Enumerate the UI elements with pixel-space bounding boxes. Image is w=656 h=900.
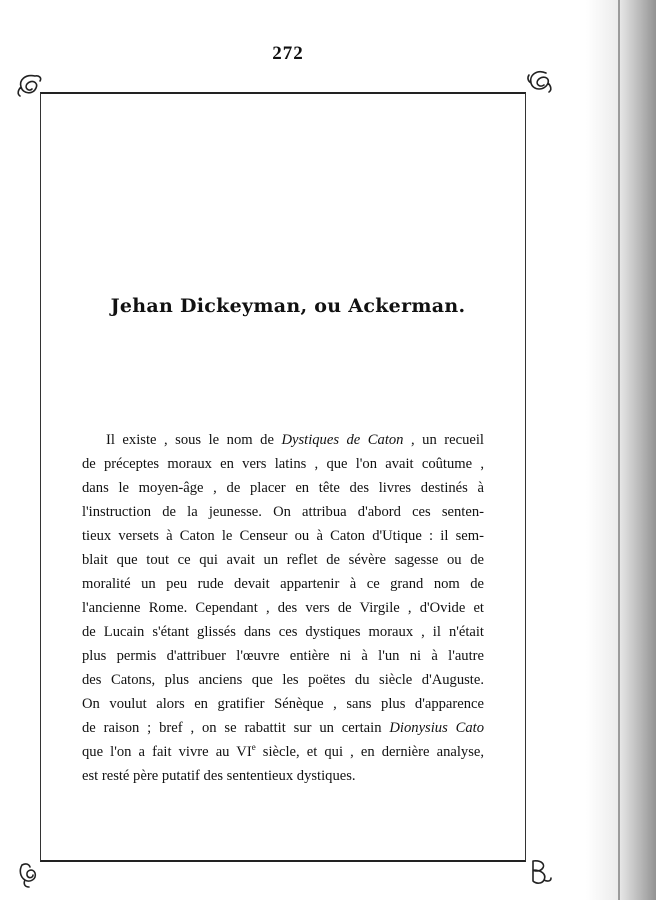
binding-gutter-shadow — [586, 0, 656, 900]
text-line — [82, 476, 484, 500]
text-segment: plus permis d'attribuer l'œuvre entière ni à l'un ni à l'autre — [82, 648, 484, 664]
binding-gutter-line — [618, 0, 620, 900]
text-line — [82, 668, 484, 692]
text-line — [82, 644, 484, 668]
italic-title-text: Dionysius Cato — [389, 720, 484, 736]
chapter-title: Jehan Dickeyman, ou Ackerman. — [110, 295, 466, 317]
body-paragraph — [82, 428, 484, 788]
text-line — [82, 572, 484, 596]
text-segment: l'ancienne Rome. Cependant , des vers de Virgile , d'Ovide et — [82, 600, 484, 616]
text-segment: Il existe , sous le nom de — [106, 432, 282, 448]
text-line — [82, 764, 484, 788]
text-line — [82, 596, 484, 620]
text-segment: de raison ; bref , on se rabattit sur un certain — [82, 720, 390, 736]
text-segment: est resté père putatif des sententieux dystiques. — [82, 768, 356, 784]
text-segment: des Catons, plus anciens que les poëtes du siècle d'Auguste. — [82, 672, 484, 688]
italic-title-text: Dystiques de Caton — [281, 432, 404, 448]
text-segment: de préceptes moraux en vers latins , que l'on avait coûtume , — [82, 456, 484, 472]
text-segment: tieux versets à Caton le Censeur ou à Caton d'Utique : il sem- — [82, 528, 484, 544]
corner-flourish-top-left-icon — [15, 70, 45, 100]
text-line — [82, 716, 484, 740]
superscript-text: e — [251, 742, 256, 753]
text-line — [82, 428, 484, 452]
text-segment: que l'on a fait vivre au VI — [82, 744, 252, 760]
text-segment: de Lucain s'étant glissés dans ces dystiques moraux , il n'était — [82, 624, 484, 640]
text-line — [82, 452, 484, 476]
text-line — [82, 500, 484, 524]
text-line — [82, 524, 484, 548]
text-segment: , un recueil — [403, 432, 484, 448]
text-segment: l'instruction de la jeunesse. On attribua d'abord ces senten- — [82, 504, 484, 520]
text-segment: blait que tout ce qui avait un reflet de sévère sagesse ou de — [82, 552, 484, 568]
corner-flourish-bottom-left-icon — [14, 860, 44, 890]
text-line — [82, 692, 484, 716]
page-number: 272 — [272, 43, 304, 64]
text-line — [82, 620, 484, 644]
text-line — [82, 548, 484, 572]
text-segment: On voulut alors en gratifier Sénèque , sans plus d'apparence — [82, 696, 484, 712]
corner-flourish-bottom-right-icon — [524, 857, 554, 887]
text-segment: moralité un peu rude devait appartenir à ce grand nom de — [82, 576, 484, 592]
text-segment: siècle, et qui , en dernière analyse, — [255, 744, 484, 760]
corner-flourish-top-right-icon — [524, 66, 554, 96]
text-line — [82, 740, 484, 764]
text-segment: dans le moyen-âge , de placer en tête des livres destinés à — [82, 480, 484, 496]
